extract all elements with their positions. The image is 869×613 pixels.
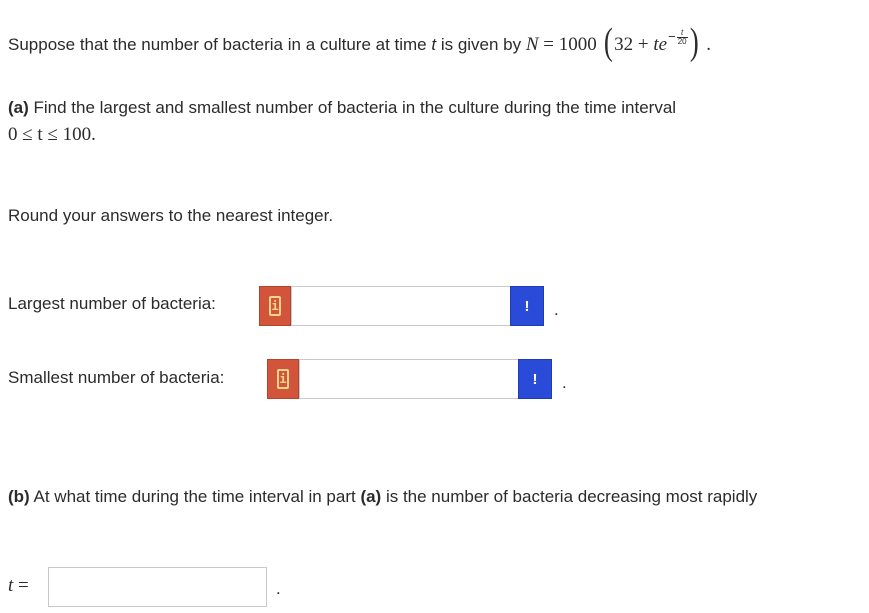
exponent-minus: −: [668, 29, 676, 44]
part-a-interval: [8, 124, 96, 146]
smallest-answer-input[interactable]: [299, 359, 519, 399]
te-term: te: [653, 34, 668, 55]
part-b-label: (b): [8, 487, 30, 506]
largest-info-button[interactable]: [259, 286, 291, 326]
part-b-ref: (a): [360, 487, 382, 506]
var-N: N: [525, 34, 539, 55]
t-trailing-period: .: [276, 579, 281, 598]
part-b-question: [8, 487, 757, 507]
problem-statement: [8, 16, 712, 63]
smallest-label-text: Smallest number of bacteria:: [8, 368, 225, 387]
open-paren: (: [603, 21, 613, 63]
smallest-alert-button[interactable]: [518, 359, 552, 399]
close-paren: ): [689, 21, 699, 63]
part-a-label: (a): [8, 98, 29, 117]
largest-trailing-period: .: [554, 300, 559, 319]
largest-alert-button[interactable]: [510, 286, 544, 326]
t-answer-input[interactable]: [48, 567, 267, 607]
exponent-denominator: 20: [677, 37, 687, 47]
smallest-info-button[interactable]: [267, 359, 299, 399]
largest-label: [8, 294, 216, 314]
alert-icon: !: [524, 297, 530, 315]
largest-label-text: Largest number of bacteria:: [8, 294, 216, 313]
t-label: [8, 575, 29, 597]
info-icon: i: [277, 369, 289, 389]
intro-text-2: is given by: [436, 35, 526, 54]
t-label-eq: =: [13, 575, 29, 596]
info-icon: i: [269, 296, 281, 316]
round-note-text: Round your answers to the nearest integer.: [8, 206, 334, 225]
t-label-var: t: [8, 575, 14, 596]
part-a-question: [8, 98, 676, 118]
exponent: [668, 29, 688, 46]
inner-expression: 32 +: [614, 34, 654, 55]
part-b-text-2: is the number of bacteria decreasing most rapidly: [381, 487, 758, 506]
intro-end: .: [706, 34, 712, 55]
equals-1000: = 1000: [538, 34, 602, 55]
exponent-numerator: t: [677, 29, 688, 38]
var-t: t: [431, 35, 437, 54]
alert-icon: !: [532, 370, 538, 388]
exponent-fraction: [677, 29, 688, 46]
part-a-text: Find the largest and smallest number of bacteria in the culture during the time interval: [28, 98, 677, 117]
part-b-text: At what time during the time interval in part: [29, 487, 361, 506]
round-note: [8, 206, 333, 226]
largest-answer-input[interactable]: [291, 286, 511, 326]
smallest-label: [8, 368, 224, 388]
smallest-trailing-period: .: [562, 373, 567, 392]
interval-expression: 0 ≤ t ≤ 100.: [8, 124, 96, 145]
intro-text: Suppose that the number of bacteria in a culture at time: [8, 35, 432, 54]
